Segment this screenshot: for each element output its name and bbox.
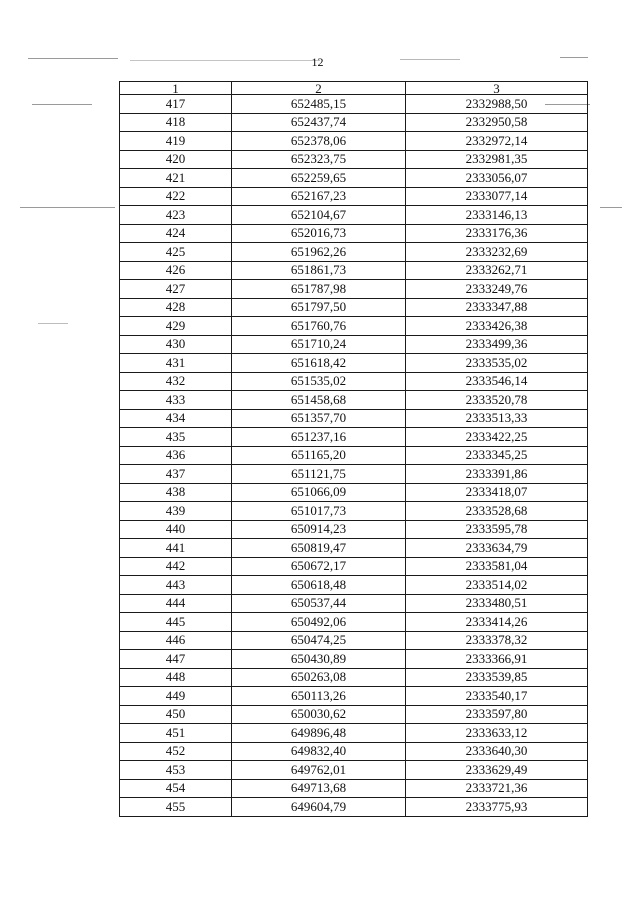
- y-coordinate-cell: 2333629,49: [406, 761, 588, 780]
- y-coordinate-cell: 2333513,33: [406, 409, 588, 428]
- x-coordinate-cell: 650263,08: [232, 668, 406, 687]
- point-number-cell: 435: [120, 428, 232, 447]
- x-coordinate-cell: 651357,70: [232, 409, 406, 428]
- y-coordinate-cell: 2333520,78: [406, 391, 588, 410]
- column-header-point-number: 1: [120, 82, 232, 95]
- y-coordinate-cell: 2333391,86: [406, 465, 588, 484]
- table-row: [120, 298, 588, 317]
- x-coordinate-cell: 651066,09: [232, 483, 406, 502]
- table-row: [120, 206, 588, 225]
- y-coordinate-cell: 2333056,07: [406, 169, 588, 188]
- y-coordinate-cell: 2333480,51: [406, 594, 588, 613]
- y-coordinate-cell: 2333077,14: [406, 187, 588, 206]
- point-number-cell: 422: [120, 187, 232, 206]
- point-number-cell: 436: [120, 446, 232, 465]
- table-row: [120, 650, 588, 669]
- point-number-cell: 432: [120, 372, 232, 391]
- point-number-cell: 454: [120, 779, 232, 798]
- y-coordinate-cell: 2333146,13: [406, 206, 588, 225]
- point-number-cell: 423: [120, 206, 232, 225]
- y-coordinate-cell: 2333634,79: [406, 539, 588, 558]
- point-number-cell: 426: [120, 261, 232, 280]
- x-coordinate-cell: 651760,76: [232, 317, 406, 336]
- table-row: [120, 169, 588, 188]
- coordinates-table: [119, 81, 588, 817]
- point-number-cell: 445: [120, 613, 232, 632]
- y-coordinate-cell: 2333249,76: [406, 280, 588, 299]
- table-row: [120, 613, 588, 632]
- table-row: [120, 594, 588, 613]
- table-body: [120, 95, 588, 817]
- x-coordinate-cell: 652259,65: [232, 169, 406, 188]
- table-row: [120, 446, 588, 465]
- point-number-cell: 418: [120, 113, 232, 132]
- x-coordinate-cell: 652104,67: [232, 206, 406, 225]
- y-coordinate-cell: 2332981,35: [406, 150, 588, 169]
- table-row: [120, 113, 588, 132]
- x-coordinate-cell: 651618,42: [232, 354, 406, 373]
- table-row: [120, 557, 588, 576]
- table-row: [120, 520, 588, 539]
- y-coordinate-cell: 2332972,14: [406, 132, 588, 151]
- table-row: [120, 761, 588, 780]
- y-coordinate-cell: 2333528,68: [406, 502, 588, 521]
- y-coordinate-cell: 2333640,30: [406, 742, 588, 761]
- x-coordinate-cell: 650113,26: [232, 687, 406, 706]
- x-coordinate-cell: 649713,68: [232, 779, 406, 798]
- y-coordinate-cell: 2333595,78: [406, 520, 588, 539]
- y-coordinate-cell: 2332988,50: [406, 95, 588, 114]
- x-coordinate-cell: 652437,74: [232, 113, 406, 132]
- point-number-cell: 448: [120, 668, 232, 687]
- point-number-cell: 442: [120, 557, 232, 576]
- x-coordinate-cell: 650618,48: [232, 576, 406, 595]
- y-coordinate-cell: 2332950,58: [406, 113, 588, 132]
- y-coordinate-cell: 2333581,04: [406, 557, 588, 576]
- table-row: [120, 280, 588, 299]
- y-coordinate-cell: 2333414,26: [406, 613, 588, 632]
- point-number-cell: 433: [120, 391, 232, 410]
- y-coordinate-cell: 2333262,71: [406, 261, 588, 280]
- table-row: [120, 335, 588, 354]
- table-row: [120, 779, 588, 798]
- x-coordinate-cell: 651861,73: [232, 261, 406, 280]
- table-row: [120, 391, 588, 410]
- table-row: [120, 576, 588, 595]
- point-number-cell: 434: [120, 409, 232, 428]
- x-coordinate-cell: 651165,20: [232, 446, 406, 465]
- point-number-cell: 424: [120, 224, 232, 243]
- x-coordinate-cell: 651787,98: [232, 280, 406, 299]
- x-coordinate-cell: 650672,17: [232, 557, 406, 576]
- table-row: [120, 132, 588, 151]
- y-coordinate-cell: 2333347,88: [406, 298, 588, 317]
- column-header-x-coordinate: 2: [232, 82, 406, 95]
- table-row: [120, 539, 588, 558]
- point-number-cell: 455: [120, 798, 232, 817]
- point-number-cell: 452: [120, 742, 232, 761]
- y-coordinate-cell: 2333535,02: [406, 354, 588, 373]
- table-row: [120, 354, 588, 373]
- table-row: [120, 224, 588, 243]
- x-coordinate-cell: 650474,25: [232, 631, 406, 650]
- table-row: [120, 502, 588, 521]
- y-coordinate-cell: 2333539,85: [406, 668, 588, 687]
- y-coordinate-cell: 2333499,36: [406, 335, 588, 354]
- x-coordinate-cell: 652485,15: [232, 95, 406, 114]
- point-number-cell: 425: [120, 243, 232, 262]
- point-number-cell: 429: [120, 317, 232, 336]
- x-coordinate-cell: 649604,79: [232, 798, 406, 817]
- y-coordinate-cell: 2333366,91: [406, 650, 588, 669]
- table-row: [120, 705, 588, 724]
- y-coordinate-cell: 2333546,14: [406, 372, 588, 391]
- point-number-cell: 441: [120, 539, 232, 558]
- y-coordinate-cell: 2333514,02: [406, 576, 588, 595]
- y-coordinate-cell: 2333426,38: [406, 317, 588, 336]
- point-number-cell: 451: [120, 724, 232, 743]
- point-number-cell: 430: [120, 335, 232, 354]
- point-number-cell: 417: [120, 95, 232, 114]
- scan-artifact: [20, 207, 115, 208]
- point-number-cell: 427: [120, 280, 232, 299]
- point-number-cell: 444: [120, 594, 232, 613]
- table-row: [120, 372, 588, 391]
- x-coordinate-cell: 649832,40: [232, 742, 406, 761]
- x-coordinate-cell: 652378,06: [232, 132, 406, 151]
- table-row: [120, 409, 588, 428]
- x-coordinate-cell: 650430,89: [232, 650, 406, 669]
- table-row: [120, 483, 588, 502]
- point-number-cell: 440: [120, 520, 232, 539]
- point-number-cell: 431: [120, 354, 232, 373]
- y-coordinate-cell: 2333345,25: [406, 446, 588, 465]
- table-row: [120, 798, 588, 817]
- x-coordinate-cell: 650492,06: [232, 613, 406, 632]
- table-row: [120, 95, 588, 114]
- column-header-y-coordinate: 3: [406, 82, 588, 95]
- y-coordinate-cell: 2333418,07: [406, 483, 588, 502]
- point-number-cell: 438: [120, 483, 232, 502]
- point-number-cell: 447: [120, 650, 232, 669]
- point-number-cell: 437: [120, 465, 232, 484]
- x-coordinate-cell: 651797,50: [232, 298, 406, 317]
- y-coordinate-cell: 2333633,12: [406, 724, 588, 743]
- table-row: [120, 187, 588, 206]
- table-row: [120, 724, 588, 743]
- y-coordinate-cell: 2333232,69: [406, 243, 588, 262]
- x-coordinate-cell: 651962,26: [232, 243, 406, 262]
- y-coordinate-cell: 2333775,93: [406, 798, 588, 817]
- x-coordinate-cell: 651237,16: [232, 428, 406, 447]
- point-number-cell: 428: [120, 298, 232, 317]
- table-header-row: [120, 82, 588, 95]
- x-coordinate-cell: 651535,02: [232, 372, 406, 391]
- page-number: 12: [311, 55, 324, 69]
- y-coordinate-cell: 2333176,36: [406, 224, 588, 243]
- table-row: [120, 668, 588, 687]
- point-number-cell: 450: [120, 705, 232, 724]
- x-coordinate-cell: 651710,24: [232, 335, 406, 354]
- table-row: [120, 742, 588, 761]
- x-coordinate-cell: 651017,73: [232, 502, 406, 521]
- x-coordinate-cell: 650030,62: [232, 705, 406, 724]
- point-number-cell: 446: [120, 631, 232, 650]
- x-coordinate-cell: 649896,48: [232, 724, 406, 743]
- x-coordinate-cell: 650537,44: [232, 594, 406, 613]
- table-row: [120, 428, 588, 447]
- scan-artifact: [600, 207, 622, 208]
- y-coordinate-cell: 2333597,80: [406, 705, 588, 724]
- y-coordinate-cell: 2333721,36: [406, 779, 588, 798]
- scan-artifact: [38, 323, 68, 324]
- point-number-cell: 439: [120, 502, 232, 521]
- scan-artifact: [32, 104, 92, 105]
- x-coordinate-cell: 652323,75: [232, 150, 406, 169]
- x-coordinate-cell: 650914,23: [232, 520, 406, 539]
- table-row: [120, 261, 588, 280]
- point-number-cell: 443: [120, 576, 232, 595]
- point-number-cell: 449: [120, 687, 232, 706]
- x-coordinate-cell: 651458,68: [232, 391, 406, 410]
- point-number-cell: 421: [120, 169, 232, 188]
- x-coordinate-cell: 651121,75: [232, 465, 406, 484]
- table-row: [120, 687, 588, 706]
- table-row: [120, 631, 588, 650]
- point-number-cell: 453: [120, 761, 232, 780]
- table-row: [120, 243, 588, 262]
- table-row: [120, 317, 588, 336]
- point-number-cell: 420: [120, 150, 232, 169]
- point-number-cell: 419: [120, 132, 232, 151]
- table-row: [120, 150, 588, 169]
- table-row: [120, 465, 588, 484]
- x-coordinate-cell: 649762,01: [232, 761, 406, 780]
- x-coordinate-cell: 652016,73: [232, 224, 406, 243]
- y-coordinate-cell: 2333540,17: [406, 687, 588, 706]
- y-coordinate-cell: 2333378,32: [406, 631, 588, 650]
- x-coordinate-cell: 650819,47: [232, 539, 406, 558]
- y-coordinate-cell: 2333422,25: [406, 428, 588, 447]
- x-coordinate-cell: 652167,23: [232, 187, 406, 206]
